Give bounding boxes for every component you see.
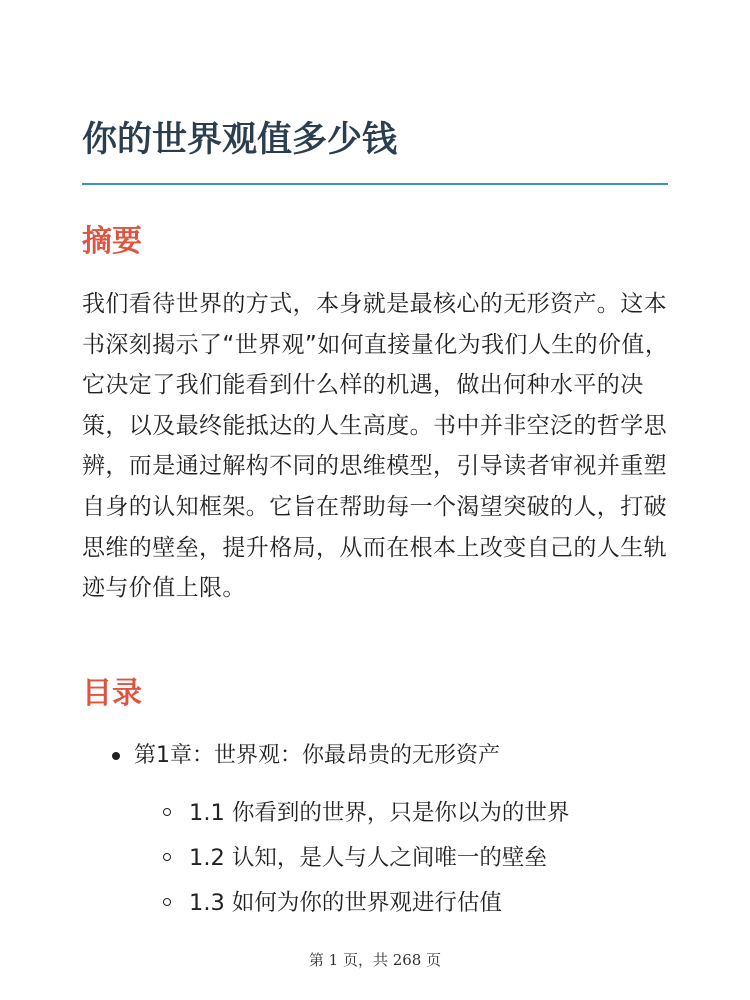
summary-paragraph: 我们看待世界的方式，本身就是最核心的无形资产。这本书深刻揭示了“世界观”如何直接量化为我们人生的价值，它决定了我们能看到什么样的机遇，做出何种水平的决策，以及最终能抵达的人生高度。书中并非空泛的哲学思辨，而是通过解构不同的思维模型，引导读者审视并重塑自身的认知框架。它旨在帮助每一个渴望突破的人，打破思维的壁垒，提升格局，从而在根本上改变自己的人生轨迹与价值上限。 xyxy=(82,291,669,602)
document-title: 你的世界观值多少钱 xyxy=(82,120,398,160)
bullet-disc-icon xyxy=(112,752,120,760)
title-divider xyxy=(82,183,668,185)
toc-heading: 目录 xyxy=(82,676,142,711)
bullet-circle-icon xyxy=(163,853,171,861)
toc-section-label: 1.1 你看到的世界，只是你以为的世界 xyxy=(189,800,570,826)
toc-chapter-label: 第1章：世界观：你最昂贵的无形资产 xyxy=(134,743,500,768)
bullet-circle-icon xyxy=(163,808,171,816)
toc-section-label: 1.3 如何为你的世界观进行估值 xyxy=(189,890,502,916)
summary-heading: 摘要 xyxy=(82,224,142,259)
bullet-circle-icon xyxy=(163,898,171,906)
toc-section-label: 1.2 认知，是人与人之间唯一的壁垒 xyxy=(189,845,547,871)
page-number-footer: 第 1 页，共 268 页 xyxy=(308,951,442,969)
